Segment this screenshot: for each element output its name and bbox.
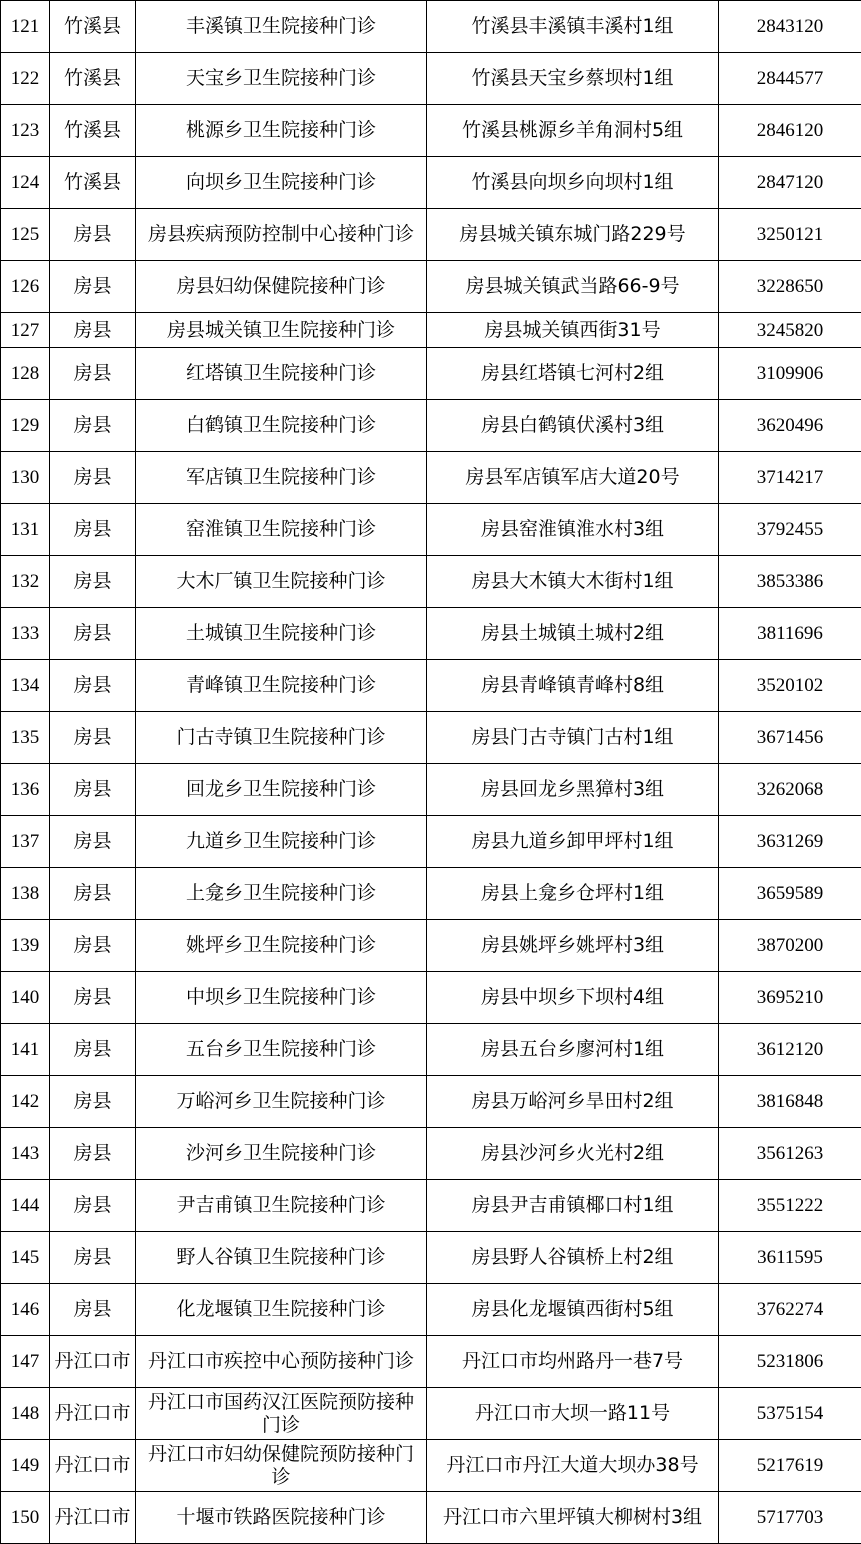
phone-cell: 3792455 <box>719 504 861 556</box>
county-cell: 房县 <box>50 1076 136 1128</box>
address-cell: 房县化龙堰镇西街村5组 <box>427 1284 719 1336</box>
phone-cell: 5217619 <box>719 1440 861 1492</box>
county-cell: 丹江口市 <box>50 1440 136 1492</box>
clinic-name-cell: 野人谷镇卫生院接种门诊 <box>136 1232 427 1284</box>
phone-cell: 3853386 <box>719 556 861 608</box>
county-cell: 房县 <box>50 1024 136 1076</box>
phone-cell: 3520102 <box>719 660 861 712</box>
address-cell: 丹江口市均州路丹一巷7号 <box>427 1336 719 1388</box>
county-cell: 房县 <box>50 348 136 400</box>
clinic-name-cell: 五台乡卫生院接种门诊 <box>136 1024 427 1076</box>
table-row <box>1 1128 861 1180</box>
address-cell: 竹溪县天宝乡蔡坝村1组 <box>427 53 719 105</box>
address-cell: 竹溪县向坝乡向坝村1组 <box>427 157 719 209</box>
clinic-name-cell: 化龙堰镇卫生院接种门诊 <box>136 1284 427 1336</box>
row-number: 126 <box>1 261 50 313</box>
row-number: 144 <box>1 1180 50 1232</box>
clinic-name-cell: 万峪河乡卫生院接种门诊 <box>136 1076 427 1128</box>
address-cell: 房县军店镇军店大道20号 <box>427 452 719 504</box>
phone-cell: 3109906 <box>719 348 861 400</box>
table-row <box>1 209 861 261</box>
row-number: 129 <box>1 400 50 452</box>
address-cell: 房县大木镇大木街村1组 <box>427 556 719 608</box>
county-cell: 丹江口市 <box>50 1388 136 1440</box>
table-row <box>1 400 861 452</box>
county-cell: 竹溪县 <box>50 105 136 157</box>
county-cell: 房县 <box>50 764 136 816</box>
clinic-name-cell: 沙河乡卫生院接种门诊 <box>136 1128 427 1180</box>
table-row <box>1 1388 861 1440</box>
table-row <box>1 972 861 1024</box>
phone-cell: 2843120 <box>719 1 861 53</box>
county-cell: 房县 <box>50 1284 136 1336</box>
phone-cell: 3262068 <box>719 764 861 816</box>
row-number: 149 <box>1 1440 50 1492</box>
row-number: 123 <box>1 105 50 157</box>
county-cell: 房县 <box>50 920 136 972</box>
address-cell: 房县上龛乡仓坪村1组 <box>427 868 719 920</box>
address-cell: 房县青峰镇青峰村8组 <box>427 660 719 712</box>
county-cell: 房县 <box>50 556 136 608</box>
clinic-name-cell: 军店镇卫生院接种门诊 <box>136 452 427 504</box>
county-cell: 竹溪县 <box>50 53 136 105</box>
county-cell: 房县 <box>50 209 136 261</box>
phone-cell: 3631269 <box>719 816 861 868</box>
clinic-name-cell: 桃源乡卫生院接种门诊 <box>136 105 427 157</box>
table-row <box>1 1336 861 1388</box>
address-cell: 丹江口市大坝一路11号 <box>427 1388 719 1440</box>
address-cell: 房县五台乡廖河村1组 <box>427 1024 719 1076</box>
row-number: 130 <box>1 452 50 504</box>
clinic-name-cell: 上龛乡卫生院接种门诊 <box>136 868 427 920</box>
county-cell: 房县 <box>50 660 136 712</box>
clinic-name-cell: 中坝乡卫生院接种门诊 <box>136 972 427 1024</box>
address-cell: 房县尹吉甫镇椰口村1组 <box>427 1180 719 1232</box>
clinic-name-cell: 青峰镇卫生院接种门诊 <box>136 660 427 712</box>
table-row <box>1 1284 861 1336</box>
phone-cell: 3659589 <box>719 868 861 920</box>
phone-cell: 3250121 <box>719 209 861 261</box>
row-number: 121 <box>1 1 50 53</box>
phone-cell: 2847120 <box>719 157 861 209</box>
row-number: 148 <box>1 1388 50 1440</box>
clinic-name-cell: 房县妇幼保健院接种门诊 <box>136 261 427 313</box>
address-cell: 竹溪县丰溪镇丰溪村1组 <box>427 1 719 53</box>
clinic-name-cell: 向坝乡卫生院接种门诊 <box>136 157 427 209</box>
phone-cell: 3551222 <box>719 1180 861 1232</box>
address-cell: 竹溪县桃源乡羊角洞村5组 <box>427 105 719 157</box>
phone-cell: 3762274 <box>719 1284 861 1336</box>
table-row <box>1 313 861 348</box>
county-cell: 房县 <box>50 608 136 660</box>
table-row <box>1 1024 861 1076</box>
phone-cell: 3811696 <box>719 608 861 660</box>
table-row <box>1 504 861 556</box>
table-row <box>1 712 861 764</box>
county-cell: 房县 <box>50 972 136 1024</box>
clinic-name-cell: 大木厂镇卫生院接种门诊 <box>136 556 427 608</box>
phone-cell: 3620496 <box>719 400 861 452</box>
row-number: 147 <box>1 1336 50 1388</box>
phone-cell: 3870200 <box>719 920 861 972</box>
phone-cell: 5231806 <box>719 1336 861 1388</box>
phone-cell: 5375154 <box>719 1388 861 1440</box>
clinic-name-cell: 红塔镇卫生院接种门诊 <box>136 348 427 400</box>
county-cell: 房县 <box>50 816 136 868</box>
table-row <box>1 764 861 816</box>
clinic-name-cell: 房县城关镇卫生院接种门诊 <box>136 313 427 348</box>
address-cell: 房县白鹤镇伏溪村3组 <box>427 400 719 452</box>
phone-cell: 3816848 <box>719 1076 861 1128</box>
row-number: 139 <box>1 920 50 972</box>
row-number: 132 <box>1 556 50 608</box>
county-cell: 房县 <box>50 1180 136 1232</box>
county-cell: 竹溪县 <box>50 1 136 53</box>
clinic-name-cell: 丹江口市国药汉江医院预防接种门诊 <box>136 1388 427 1440</box>
phone-cell: 2846120 <box>719 105 861 157</box>
table-row <box>1 1492 861 1544</box>
clinic-name-cell: 姚坪乡卫生院接种门诊 <box>136 920 427 972</box>
county-cell: 房县 <box>50 1128 136 1180</box>
table-row <box>1 868 861 920</box>
row-number: 127 <box>1 313 50 348</box>
row-number: 142 <box>1 1076 50 1128</box>
table-row <box>1 1 861 53</box>
clinic-name-cell: 九道乡卫生院接种门诊 <box>136 816 427 868</box>
row-number: 141 <box>1 1024 50 1076</box>
table-row <box>1 157 861 209</box>
row-number: 140 <box>1 972 50 1024</box>
row-number: 124 <box>1 157 50 209</box>
table-row <box>1 1232 861 1284</box>
clinic-name-cell: 窑淮镇卫生院接种门诊 <box>136 504 427 556</box>
row-number: 128 <box>1 348 50 400</box>
phone-cell: 2844577 <box>719 53 861 105</box>
clinic-name-cell: 白鹤镇卫生院接种门诊 <box>136 400 427 452</box>
table-row <box>1 660 861 712</box>
row-number: 131 <box>1 504 50 556</box>
row-number: 133 <box>1 608 50 660</box>
address-cell: 房县姚坪乡姚坪村3组 <box>427 920 719 972</box>
county-cell: 房县 <box>50 313 136 348</box>
table-row <box>1 608 861 660</box>
county-cell: 房县 <box>50 261 136 313</box>
table-row <box>1 348 861 400</box>
address-cell: 房县万峪河乡旱田村2组 <box>427 1076 719 1128</box>
address-cell: 房县回龙乡黑獐村3组 <box>427 764 719 816</box>
county-cell: 竹溪县 <box>50 157 136 209</box>
table-row <box>1 920 861 972</box>
table-row <box>1 1076 861 1128</box>
clinic-name-cell: 回龙乡卫生院接种门诊 <box>136 764 427 816</box>
table-body <box>1 1 861 1544</box>
clinic-name-cell: 尹吉甫镇卫生院接种门诊 <box>136 1180 427 1232</box>
address-cell: 房县城关镇东城门路229号 <box>427 209 719 261</box>
phone-cell: 3611595 <box>719 1232 861 1284</box>
row-number: 136 <box>1 764 50 816</box>
county-cell: 房县 <box>50 712 136 764</box>
address-cell: 房县九道乡卸甲坪村1组 <box>427 816 719 868</box>
table-row <box>1 53 861 105</box>
table-row <box>1 1180 861 1232</box>
address-cell: 房县门古寺镇门古村1组 <box>427 712 719 764</box>
address-cell: 房县城关镇武当路66-9号 <box>427 261 719 313</box>
row-number: 134 <box>1 660 50 712</box>
table-row <box>1 1440 861 1492</box>
table-row <box>1 261 861 313</box>
phone-cell: 3695210 <box>719 972 861 1024</box>
clinic-name-cell: 丰溪镇卫生院接种门诊 <box>136 1 427 53</box>
table-row <box>1 105 861 157</box>
address-cell: 房县中坝乡下坝村4组 <box>427 972 719 1024</box>
clinic-name-cell: 丹江口市疾控中心预防接种门诊 <box>136 1336 427 1388</box>
county-cell: 房县 <box>50 504 136 556</box>
phone-cell: 3561263 <box>719 1128 861 1180</box>
phone-cell: 3671456 <box>719 712 861 764</box>
row-number: 137 <box>1 816 50 868</box>
county-cell: 房县 <box>50 452 136 504</box>
row-number: 143 <box>1 1128 50 1180</box>
phone-cell: 5717703 <box>719 1492 861 1544</box>
county-cell: 房县 <box>50 1232 136 1284</box>
row-number: 135 <box>1 712 50 764</box>
clinic-name-cell: 丹江口市妇幼保健院预防接种门诊 <box>136 1440 427 1492</box>
address-cell: 房县红塔镇七河村2组 <box>427 348 719 400</box>
address-cell: 房县城关镇西街31号 <box>427 313 719 348</box>
county-cell: 丹江口市 <box>50 1336 136 1388</box>
row-number: 150 <box>1 1492 50 1544</box>
row-number: 145 <box>1 1232 50 1284</box>
clinic-name-cell: 房县疾病预防控制中心接种门诊 <box>136 209 427 261</box>
table-row <box>1 556 861 608</box>
row-number: 138 <box>1 868 50 920</box>
address-cell: 房县窑淮镇淮水村3组 <box>427 504 719 556</box>
row-number: 122 <box>1 53 50 105</box>
clinic-name-cell: 天宝乡卫生院接种门诊 <box>136 53 427 105</box>
phone-cell: 3228650 <box>719 261 861 313</box>
address-cell: 丹江口市丹江大道大坝办38号 <box>427 1440 719 1492</box>
row-number: 125 <box>1 209 50 261</box>
phone-cell: 3612120 <box>719 1024 861 1076</box>
phone-cell: 3245820 <box>719 313 861 348</box>
address-cell: 房县沙河乡火光村2组 <box>427 1128 719 1180</box>
county-cell: 房县 <box>50 400 136 452</box>
table-row <box>1 452 861 504</box>
clinic-name-cell: 十堰市铁路医院接种门诊 <box>136 1492 427 1544</box>
county-cell: 丹江口市 <box>50 1492 136 1544</box>
address-cell: 房县野人谷镇桥上村2组 <box>427 1232 719 1284</box>
address-cell: 丹江口市六里坪镇大柳树村3组 <box>427 1492 719 1544</box>
address-cell: 房县土城镇土城村2组 <box>427 608 719 660</box>
phone-cell: 3714217 <box>719 452 861 504</box>
row-number: 146 <box>1 1284 50 1336</box>
clinic-name-cell: 土城镇卫生院接种门诊 <box>136 608 427 660</box>
clinic-name-cell: 门古寺镇卫生院接种门诊 <box>136 712 427 764</box>
county-cell: 房县 <box>50 868 136 920</box>
table-row <box>1 816 861 868</box>
